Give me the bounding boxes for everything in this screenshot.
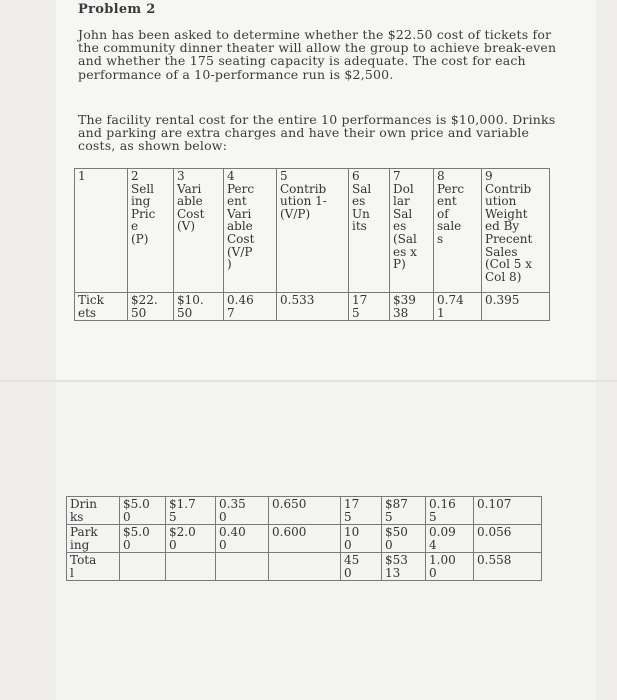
table-cell: 0.107 <box>474 497 542 525</box>
header-cell: 6 Sal es Un its <box>349 169 390 293</box>
table-cell: $39 38 <box>390 293 434 321</box>
table-cell: $5.0 0 <box>120 497 166 525</box>
table-cell: 0.40 0 <box>216 525 269 553</box>
rental-paragraph: The facility rental cost for the entire 10 performances is $10,000. Drinks and parking are extra charges and have their own price and variable costs, as shown below: <box>78 112 556 154</box>
extras-table <box>66 496 542 581</box>
table-row <box>67 525 542 553</box>
table-cell: Tota l <box>67 553 120 581</box>
table-header-row <box>75 169 550 293</box>
table-cell: 0.600 <box>269 525 341 553</box>
problem-title: Problem 2 <box>78 2 156 17</box>
table-cell <box>120 553 166 581</box>
intro-paragraph: John has been asked to determine whether the $22.50 cost of tickets for the community dinner theater will allow the group to achieve break-even and whether the 175 seating capacity is adequate. The cost for each performance of a 10-performance run is $2,500. <box>78 27 557 82</box>
table-cell: 0.46 7 <box>224 293 277 321</box>
table-cell: 17 5 <box>349 293 390 321</box>
table-cell: 0.16 5 <box>426 497 474 525</box>
table-cell: 17 5 <box>341 497 382 525</box>
table-cell: $10. 50 <box>174 293 224 321</box>
table-cell: 0.35 0 <box>216 497 269 525</box>
header-cell: 3 Vari able Cost (V) <box>174 169 224 293</box>
table-row <box>67 553 542 581</box>
table-cell: 45 0 <box>341 553 382 581</box>
header-cell: 1 <box>75 169 128 293</box>
table-cell: 1.00 0 <box>426 553 474 581</box>
table-cell: Park ing <box>67 525 120 553</box>
table-cell: $22. 50 <box>128 293 174 321</box>
table-cell: Tick ets <box>75 293 128 321</box>
table-cell: $50 0 <box>382 525 426 553</box>
table-cell: $1.7 5 <box>166 497 216 525</box>
table-cell: 10 0 <box>341 525 382 553</box>
table-cell: 0.74 1 <box>434 293 482 321</box>
table-cell: 0.650 <box>269 497 341 525</box>
table-cell: 0.056 <box>474 525 542 553</box>
table-row <box>67 497 542 525</box>
header-cell: 4 Perc ent Vari able Cost (V/P ) <box>224 169 277 293</box>
table-row <box>75 293 550 321</box>
table-cell: 0.533 <box>277 293 349 321</box>
table-cell: $2.0 0 <box>166 525 216 553</box>
header-cell: 7 Dol lar Sal es (Sal es x P) <box>390 169 434 293</box>
table-cell <box>216 553 269 581</box>
table-cell: Drin ks <box>67 497 120 525</box>
header-cell: 5 Contrib ution 1- (V/P) <box>277 169 349 293</box>
tickets-table <box>74 168 550 321</box>
table-cell: $87 5 <box>382 497 426 525</box>
header-cell: 2 Sell ing Pric e (P) <box>128 169 174 293</box>
header-cell: 9 Contrib ution Weight ed By Precent Sales (Col 5 x Col 8) <box>482 169 550 293</box>
table-cell: 0.09 4 <box>426 525 474 553</box>
header-cell: 8 Perc ent of sale s <box>434 169 482 293</box>
table-cell: 0.395 <box>482 293 550 321</box>
table-cell <box>166 553 216 581</box>
table-cell: 0.558 <box>474 553 542 581</box>
table-cell <box>269 553 341 581</box>
table-cell: $53 13 <box>382 553 426 581</box>
table-cell: $5.0 0 <box>120 525 166 553</box>
